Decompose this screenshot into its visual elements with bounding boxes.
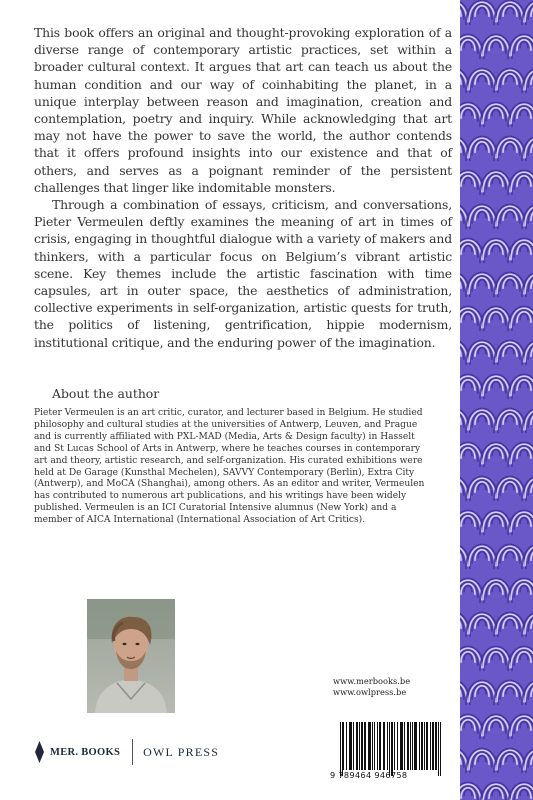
publisher-logos	[35, 739, 219, 765]
author-portrait	[87, 599, 175, 713]
url-merbooks: www.merbooks.be	[333, 676, 411, 686]
owl-press-logo: OWL PRESS	[143, 744, 220, 759]
diamond-icon	[35, 741, 44, 763]
about-author-heading: About the author	[52, 386, 160, 401]
blurb-paragraph-2: Through a combination of essays, criticism, and conversations, Pieter Vermeulen deftly examines the meaning of art in times of crisis, engaging in thoughtful dialogue with a variety of makers and thinkers, with a particular focus on Belgium’s vibrant artistic scene. Key themes include the artistic fascination with time capsules, art in outer space, the aesthetics of administration, collective experiments in self-organization, artistic quests for truth, the politics of listening, gentrification, hippie modernism, institutional critique, and the enduring power of the imagination.	[34, 197, 452, 350]
barcode-number: 9 789464 946758	[330, 770, 408, 780]
back-cover-blurb	[34, 24, 452, 351]
blurb-paragraph-1: This book offers an original and thought-provoking exploration of a diverse range of contemporary artistic practices, set within a broader cultural context. It argues that art can teach us about the human condition and our way of coinhabiting the planet, in a unique interplay between reason and imagination, creation and contemplation, poetry and inquiry. While acknowledging that art may not have the power to save the world, the author contends that it offers profound insights into our existence and that of others, and serves as a poignant reminder of the persistent challenges that linger like indomitable monsters.	[34, 25, 452, 195]
marble-pattern	[460, 0, 533, 800]
marbled-paper-strip	[460, 0, 533, 800]
url-owlpress: www.owlpress.be	[333, 687, 407, 697]
barcode-bar	[440, 722, 441, 776]
isbn-barcode	[330, 718, 448, 782]
author-bio: Pieter Vermeulen is an art critic, curator, and lecturer based in Belgium. He studied philosophy and cultural studies at the universities of Antwerp, Leuven, and Prague and is currently affiliated with PXL-MAD (Media, Arts & Design faculty) in Hasselt and St Lucas School of Arts in Antwerp, where he teaches courses in contemporary art and theory, artistic research, and self-organization. His curated exhibitions were held at De Garage (Kunsthal Mechelen), SAVVY Contemporary (Berlin), Extra City (Antwerp), and MoCA (Shanghai), among others. As an editor and writer, Vermeulen has contributed to numerous art publications, and his writings have been widely published. Vermeulen is an ICI Curatorial Intensive alumnus (New York) and a member of AICA International (International Association of Art Critics).	[34, 408, 425, 526]
barcode-bars	[340, 722, 442, 772]
publisher-websites	[333, 676, 410, 698]
logo-divider	[132, 739, 133, 765]
mer-books-label: MER. BOOKS	[50, 746, 121, 758]
mer-books-logo	[35, 741, 120, 763]
